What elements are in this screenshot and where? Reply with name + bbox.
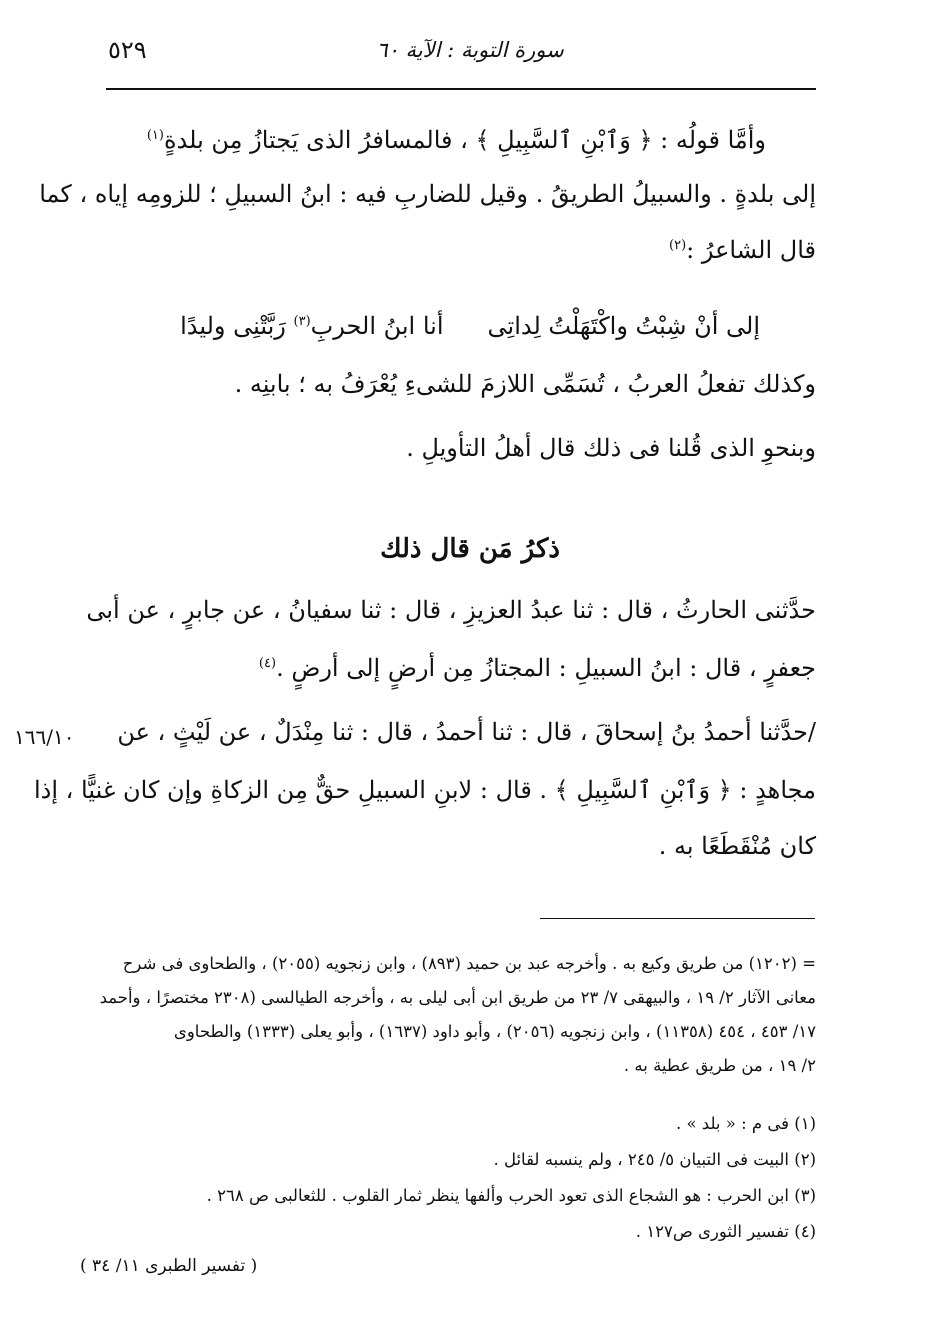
- body-line-3: [669, 236, 816, 264]
- verse-first-hemistich: أنا ابنُ الحربِ$^{(٣)}$ رَبَّتْنِى وليدًا: [180, 312, 444, 340]
- footnote-3: (٣) ابن الحرب : هو الشجاع الذى تعود الحرب وألفها ينظر ثمار القلوب . للثعالبى ص ٢٦٨ .: [206, 1186, 816, 1205]
- narration-line-1: حدَّثنى الحارثُ ، قال : ثنا عبدُ العزيزِ ، قال : ثنا سفيانُ ، عن جابرٍ ، عن أبى: [86, 596, 816, 624]
- footnote-ref: (١): [146, 128, 164, 143]
- footnote-1: (١) فى م : « بلد » .: [675, 1114, 816, 1133]
- footnote-rule: [540, 918, 815, 919]
- narration-line-2: [259, 654, 816, 682]
- footnote-line: ١٧/ ٤٥٣ ، ٤٥٤ (١١٣٥٨) ، وابن زنجويه (٢٠٥٦) ، وأبو داود (١٦٣٧) ، وأبو يعلى (١٣٣٣) والطحاوى: [173, 1022, 816, 1041]
- footnote-ref: (٣): [293, 314, 311, 329]
- footnote-ref: (٢): [669, 238, 687, 253]
- poetry-verse: [180, 312, 760, 340]
- marginal-reference: ١٦٦/١٠: [14, 725, 75, 749]
- body-line-5: وبنحوِ الذى قُلنا فى ذلك قال أهلُ التأويلِ .: [406, 434, 816, 462]
- narration-line-3: /حدَّثنا أحمدُ بنُ إسحاقَ ، قال : ثنا أحمدُ ، قال : ثنا مِنْدَلٌ ، عن لَيْثٍ ، عن: [117, 718, 816, 746]
- narration-line-5: كان مُنْقَطَعًا به .: [658, 832, 816, 860]
- footnote-line: = (١٢٠٢) من طريق وكيع به . وأخرجه عبد بن حميد (٨٩٣) ، وابن زنجويه (٢٠٥٥) ، والطحاوى فى شرح: [122, 954, 816, 973]
- footnote-ref: (٤): [258, 656, 277, 671]
- footnote-line: معانى الآثار ٢/ ١٩ ، والبيهقى ٧/ ٢٣ من طريق ابن أبى ليلى به ، وأخرجه الطيالسى (٢٣٠٨ مختصرًا ، وأحمد: [99, 988, 816, 1007]
- section-heading: ذكرُ مَن قال ذلك: [380, 534, 560, 564]
- body-line-2-text: إلى بلدةٍ . والسبيلُ الطريقُ . وقيل للضاربِ فيه : ابنُ السبيلِ ؛ للزومِه إياه ، كما: [39, 180, 816, 208]
- body-line-2: [39, 180, 816, 208]
- bottom-signature: ( تفسير الطبرى ١١/ ٣٤ ): [80, 1256, 258, 1276]
- narration-line-4: مجاهدٍ : ﴿ وَٱبْنِ ٱلسَّبِيلِ ﴾ . قال : لابنِ السبيلِ حقٌّ مِن الزكاةِ وإن كان غنيًّا ، إذا: [34, 776, 816, 804]
- body-line-1-text: وأمَّا قولُه : ﴿ وَٱبْنِ ٱلسَّبِيلِ ﴾ ، فالمسافرُ الذى يَجتازُ مِن بلدةٍ: [163, 126, 766, 154]
- running-head: سورة التوبة : الآية ٦٠: [376, 38, 564, 62]
- body-line-4: وكذلك تفعلُ العربُ ، تُسَمِّى اللازمَ للشىءِ يُعْرَفُ به ؛ بابنِه .: [234, 370, 816, 398]
- verse-second-hemistich: إلى أنْ شِبْتُ واكْتَهَلْتُ لِداتِى: [487, 312, 760, 340]
- page-number: ٥٢٩: [108, 36, 147, 64]
- footnote-line: ٢/ ١٩ ، من طريق عطية به .: [623, 1056, 816, 1075]
- body-line-1: [147, 126, 766, 154]
- header-rule: [106, 88, 816, 90]
- body-line-3-text: قال الشاعرُ :: [686, 236, 816, 264]
- narration-line-2-text: جعفرٍ ، قال : ابنُ السبيلِ : المجتازُ مِن أرضٍ إلى أرضٍ .: [276, 654, 816, 682]
- footnote-2: (٢) البيت فى التبيان ٥/ ٢٤٥ ، ولم ينسبه لقائل .: [493, 1150, 816, 1169]
- footnote-4: (٤) تفسير الثورى ص١٢٧ .: [635, 1222, 816, 1241]
